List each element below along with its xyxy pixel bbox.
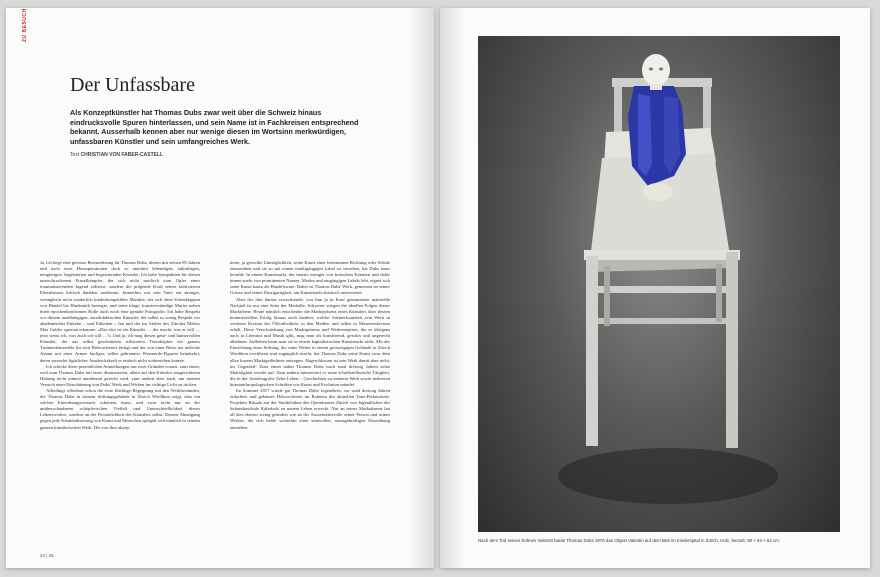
section-tag: ZU BESUCH: [22, 8, 28, 42]
body-column-1: [40, 260, 200, 431]
byline: [70, 152, 163, 158]
right-page: [440, 8, 870, 568]
byline-author: CHRISTIAN VON FABER-CASTELL: [80, 152, 164, 158]
artwork-photo: [478, 36, 840, 532]
body-column-2: [230, 260, 390, 431]
left-page: [6, 8, 434, 568]
byline-prefix: Text: [70, 152, 80, 158]
sculpture-illustration: [478, 36, 840, 532]
article-lead: Als Konzeptkünstler hat Thomas Dubs zwar weit über die Schweiz hinaus eindrucksvolle Spuren hinterlassen, und sein Name ist in Fachkreisen entsprechend bekannt. Ausserhalb kennen aber nur wenige diesen im Wortsinn merkwürdigen, unfassbaren Künstler und sein umfangreiches Werk.: [70, 108, 359, 146]
paragraph: Aber der ihm daraus erwachsende, von ihm ja in Kauf genommene materielle Nachteil ist nur eine Seite der Medaille. Schwerer wiegen die ideellen Folgen dieser Marktferne. Heute nämlich entscheidet die Marktpräsenz eines Künstlers über dessen kommerziellen Erfolg hinaus auch darüber, welche Aufmerksamkeit sein Werk in weiteren Kreisen der Öffentlichkeit, in den Medien und selbst in Museumskreisen erhält. Diese Verschränkung von Marktpräsenz und Werkrezeption, die es übrigens auch in Literatur und Musik gibt, mag man als kunstfremd, geistlos und ungerecht ablehnen. Aufheben kann man sie in einem kapitalistischen Kunstmarkt nicht. Mit der Einrichtung einer Stiftung, die seine Werke in einem grosszügigen Gebäude in Zürich Wiedikon erschliesst und zugänglich macht, hat Thomas Dubs seine Kunst zwar dem allzu kurzen Marktgedächtnis entzogen. Abgeschlossen ist sein Werk damit aber nicht, im Gegenteil: Zum einen nahm Thomas Dubs nach rund dreissig Jahren seine Maltätigkeit wieder auf. Zum andern intensiviert er seine schriftstellerische Tätigkeit, die in der Autobiografie Zehn Leben – Geschichten zu meinem Werk sowie mehreren kunstanthropologischen Schriften wie Kunst und Evolution mündet.: [230, 296, 390, 387]
paragraph: Ja, ich hege eine gewisse Bewunderung für Thomas Dubs, diesen mit seinen 85 Jahren und nach zwei Herzoperationen doch so unerhört lebendigen, tatkräftigen, neugierigen, begeisterten und begeisternden Künstler. Ich habe Sympathien für diesen unerschrockenen Einzelkämpfer, der sich nicht modisch zum Opfer einer traumatisierenden Jugend stilisiert, sondern die prägende Kraft seines kultivierten Elternhauses kritisch dankbar anerkennt. Immerhin war sein Vater ein strenger, wenngleich nicht sonderlich kinderkompatibler Musiker, der sich ohne Scheuklappen von Händel bis Hindemith bewegte, und seine kluge, kunstverständige Mutter neben ihren epochenkonformen Rolle auch noch eine geniale Fotografin. Ich habe Respekt vor diesem unabhängigen, autodidaktischen Künstler, der selbst so wenig Respekt vor akademischer Etikette – und Etiketten – hat und der im Atelier des Zürcher Malers Max Gubler spontan erkannte: «Das also ist ein Künstler … der macht, was er will … jetzt weiss ich, was auch ich will …!» Und ja, ich mag diesen geist- und humorvollen Künstler, der aus selbst geschnitzten stilisierten Totenköpfen ein ganzes Trommelensemble für sein Holzorchester fertigt und der von einer Reise ins indische Assam mit einer Armee kurliger, selbst gebrannter Wurmerde-Figuren heimkehrt, deren surrealer figürlicher Ausdruckskraft er einfach nicht widerstehen konnte.: [40, 260, 200, 363]
paragraph: tierte, ja gewollte Unmöglichkeit, seine Kunst einer bestimmten Richtung oder Schule zuzuordnen und sie so mit einem marktgängigen Label zu versehen, hat Dubs teuer bezahlt: In einem Kunstmarkt, der immer weniger von kritischen Kennern und dafür immer mehr von prominenten Namen, Moden und eingängigen Labels lebt, eignet sich seine Kunst kaum als Handelsware. Daher ist Thomas Dubs' Werk, gemessen an seiner Grösse und seiner Einzigartigkeit, am Kunstmarkt drastisch unterwertet.: [230, 260, 390, 296]
paragraph: Ich schicke diese persönlichen Anmerkungen aus zwei Gründen voraus: zum einen, weil man Thomas Dubs mit einer distanzierten, allein auf den Künstler ausgerichteten Haltung nicht einmal annähernd gerecht wird, zum andern aber auch, um meinen Versuch einer Einschätzung von Dubs' Werk und Wirken ins richtige Licht zu rücken.: [40, 363, 200, 387]
paragraph: Allerdings offenbart schon die erste flüchtige Begegnung mit den Werkbeständen, die Thomas Dubs in seinem Stiftungsgebäude in Zürich Wiedikon zeigt, dass ein solcher Einordnungsversuch scheitern muss, und zwar nicht nur an der unüberschaubaren schöpferischen Vielfalt und Unterschiedlichkeit dieses Lebenswerkes, sondern an der Persönlichkeit des Künstlers selbst. Dessen Abneigung gegen jede Schubladisierung von Kunst und Menschen spiegelt sich nämlich in seinem ganzen künstlerischen Werk. Die von ihm akzep-: [40, 387, 200, 430]
gutter-shadow: [408, 8, 434, 568]
article-headline: Der Unfassbare: [70, 74, 195, 96]
photo-caption: Nach dem Tod seines Sohnes Valentin baute Thomas Dubs 1976 das Objekt Valentin auf dem Bett im Kinderspital in Zürich, Holz, bemalt, 98 × 63 × 64 cm.: [478, 538, 781, 543]
page-numbers: 24 | 25: [40, 553, 54, 558]
gutter-shadow: [440, 8, 466, 568]
paragraph: Im Sommer 2017 wurde gar Thomas Dubs' legendäres, vor rund dreissig Jahren erdachtes und gebautes Holzorchester im Rahmen des aktuellen Tanz-Perkussions-Projektes Ritualz auf der Studiobühne des Opernhauses Zürich von Jugendlichen der Sekundarschule Käferholz zu neuem Leben erweckt. Nur an seiner Marktabsenz hat all dies ebenso wenig geändert wie an der Aussenseiterrolle seiner Person und seines Werkes, die sich beide weiterhin einer sinnvollen, aussagekräftigen Einordnung entziehen.: [230, 387, 390, 430]
